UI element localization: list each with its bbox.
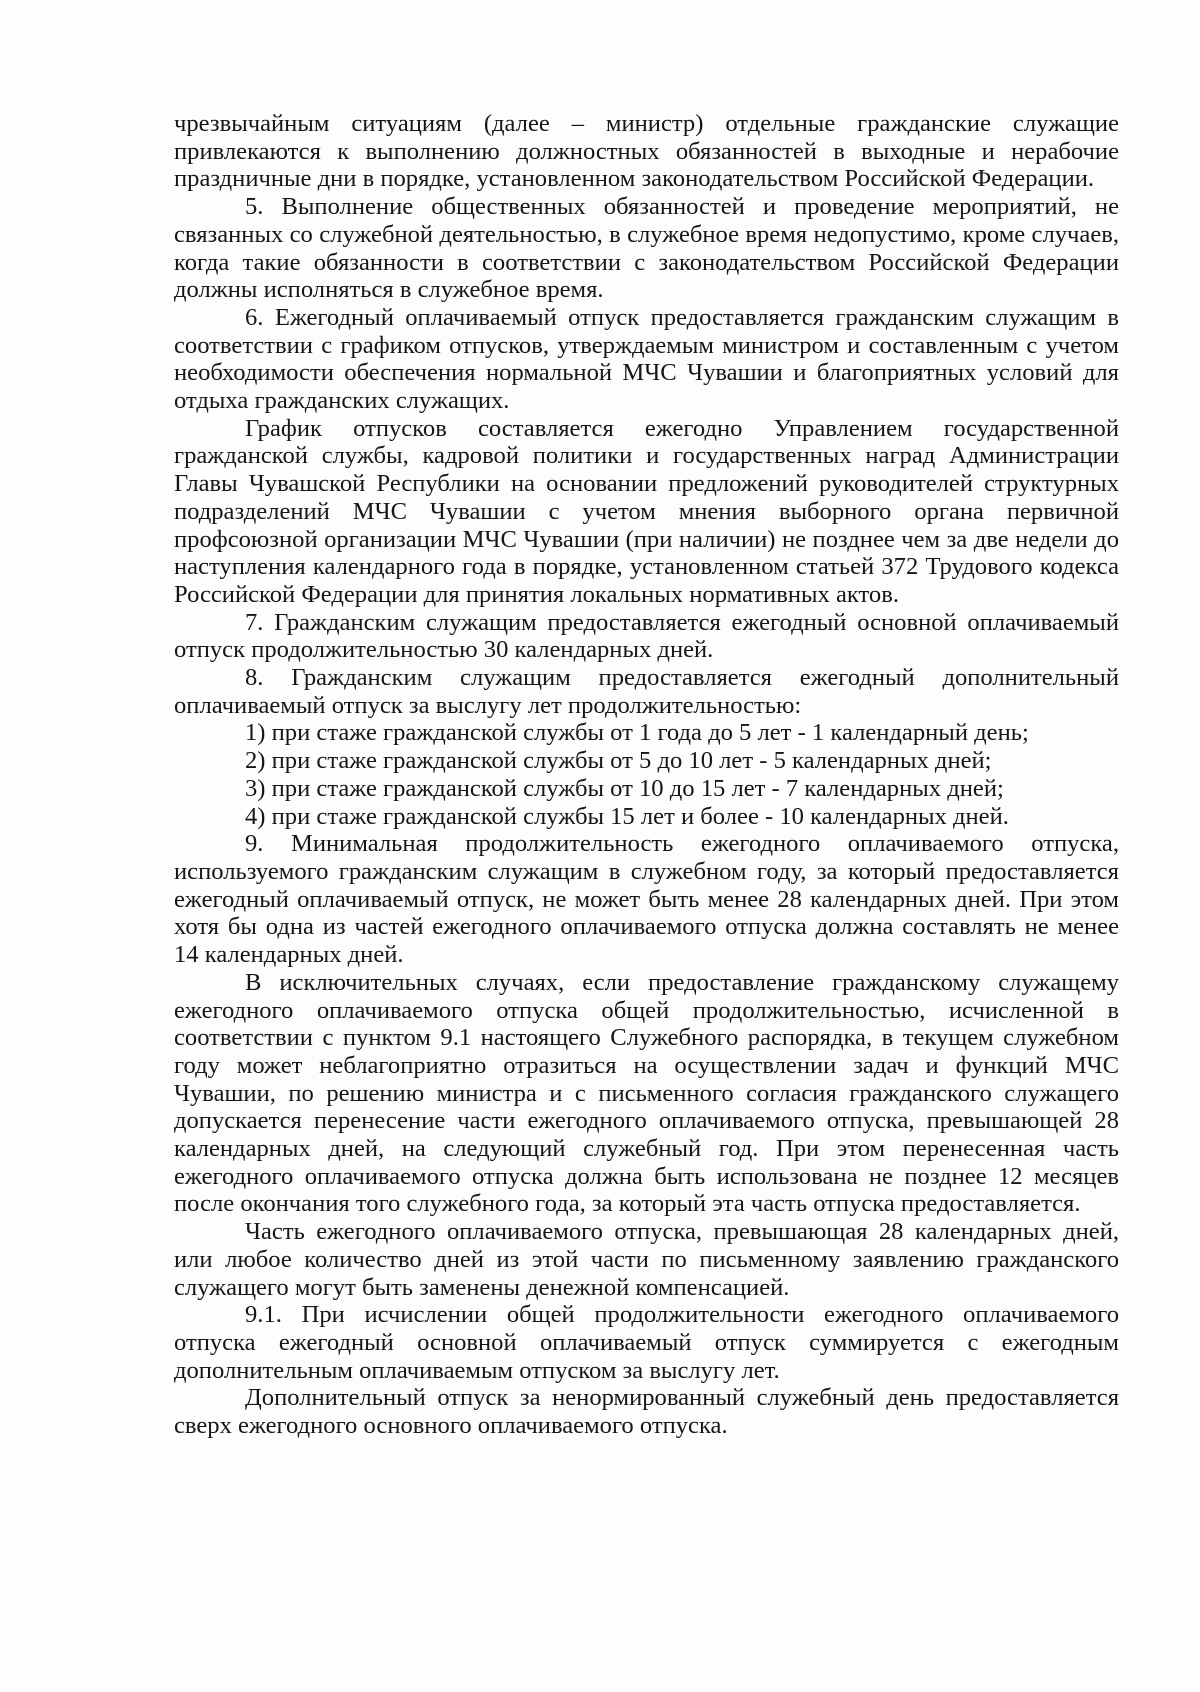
paragraph-item-7: 7. Гражданским служащим предоставляется ежегодный основной оплачиваемый отпуск продолжительностью 30 календарных дней.	[174, 608, 1119, 664]
paragraph-item-9-1: 9.1. При исчислении общей продолжительности ежегодного оплачиваемого отпуска ежегодный основной оплачиваемый отпуск суммируется с ежегодным дополнительным оплачиваемым отпуском за выслугу лет.	[174, 1301, 1119, 1384]
paragraph-vacation-schedule: График отпусков составляется ежегодно Управлением государственной гражданской службы, кадровой политики и государственных наград Администрации Главы Чувашской Республики на основании предложений руководителей структурных подразделений МЧС Чувашии с учетом мнения выборного органа первичной профсоюзной организации МЧС Чувашии (при наличии) не позднее чем за две недели до наступления календарного года в порядке, установленном статьей 372 Трудового кодекса Российской Федерации для принятия локальных нормативных актов.	[174, 414, 1119, 608]
list-item-seniority-2: 2) при стаже гражданской службы от 5 до 10 лет - 5 календарных дней;	[245, 747, 992, 775]
paragraph-continuation: чрезвычайным ситуациям (далее – министр) отдельные гражданские служащие привлекаются к выполнению должностных обязанностей в выходные и нерабочие праздничные дни в порядке, установленном законодательством Российской Федерации.	[174, 110, 1119, 193]
paragraph-item-6: 6. Ежегодный оплачиваемый отпуск предоставляется гражданским служащим в соответствии с графиком отпусков, утверждаемым министром и составленным с учетом необходимости обеспечения нормальной МЧС Чувашии и благоприятных условий для отдыха гражданских служащих.	[174, 303, 1119, 415]
paragraph-compensation: Часть ежегодного оплачиваемого отпуска, превышающая 28 календарных дней, или любое количество дней из этой части по письменному заявлению гражданского служащего могут быть заменены денежной компенсацией.	[174, 1218, 1119, 1301]
document-body	[174, 110, 1119, 1440]
list-item-seniority-4: 4) при стаже гражданской службы 15 лет и более - 10 календарных дней.	[245, 802, 1009, 830]
paragraph-exceptional-cases: В исключительных случаях, если предоставление гражданскому служащему ежегодного оплачиваемого отпуска общей продолжительностью, исчисленной в соответствии с пунктом 9.1 настоящего Служебного распорядка, в текущем служебном году может неблагоприятно отразиться на осуществлении задач и функций МЧС Чувашии, по решению министра и с письменного согласия гражданского служащего допускается перенесение части ежегодного оплачиваемого отпуска, превышающей 28 календарных дней, на следующий служебный год. При этом перенесенная часть ежегодного оплачиваемого отпуска должна быть использована не позднее 12 месяцев после окончания того служебного года, за который эта часть отпуска предоставляется.	[174, 968, 1119, 1218]
list-item-seniority-1: 1) при стаже гражданской службы от 1 года до 5 лет - 1 календарный день;	[245, 719, 1029, 747]
list-item-seniority-3: 3) при стаже гражданской службы от 10 до 15 лет - 7 календарных дней;	[245, 774, 1004, 802]
paragraph-item-8: 8. Гражданским служащим предоставляется ежегодный дополнительный оплачиваемый отпуск за выслугу лет продолжительностью:	[174, 664, 1119, 719]
paragraph-item-5: 5. Выполнение общественных обязанностей и проведение мероприятий, не связанных со служебной деятельностью, в служебное время недопустимо, кроме случаев, когда такие обязанности в соответствии с законодательством Российской Федерации должны исполняться в служебное время.	[174, 193, 1119, 304]
paragraph-item-9: 9. Минимальная продолжительность ежегодного оплачиваемого отпуска, используемого гражданским служащим в служебном году, за который предоставляется ежегодный оплачиваемый отпуск, не может быть менее 28 календарных дней. При этом хотя бы одна из частей ежегодного оплачиваемого отпуска должна составлять не менее 14 календарных дней.	[174, 830, 1119, 969]
paragraph-additional-leave: Дополнительный отпуск за ненормированный служебный день предоставляется сверх ежегодного основного оплачиваемого отпуска.	[174, 1384, 1119, 1440]
